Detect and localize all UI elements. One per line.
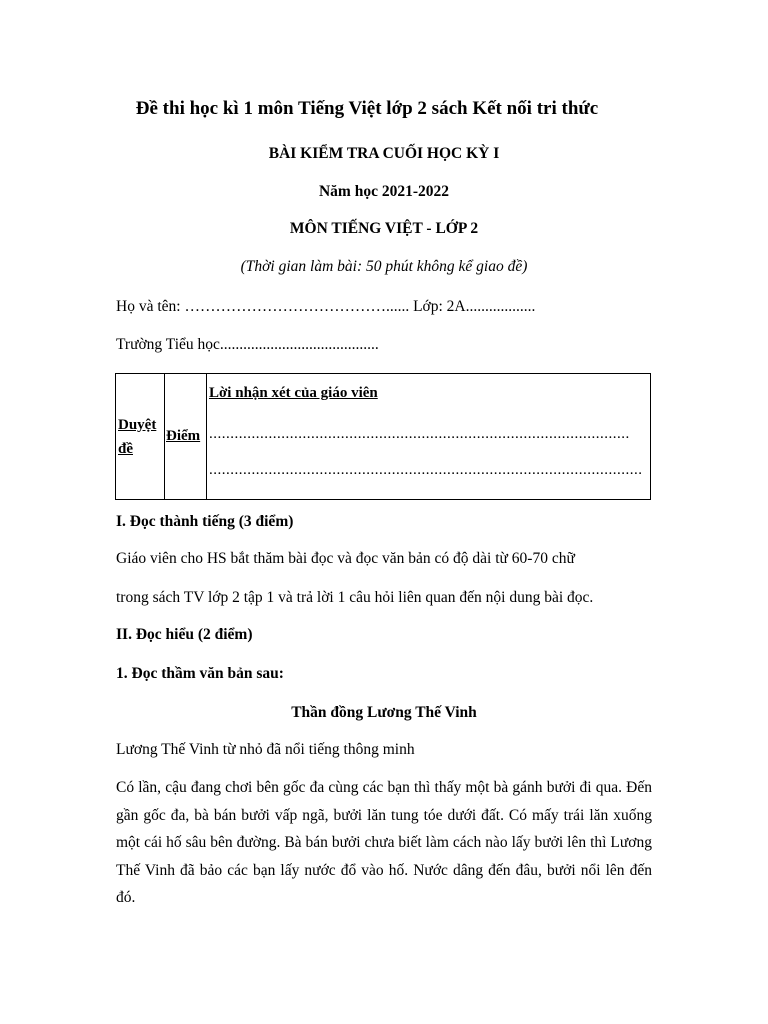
- teacher-comment-cell: [207, 374, 651, 500]
- story-paragraph: Có lần, cậu đang chơi bên gốc đa cùng các bạn thì thấy một bà gánh bưởi đi qua. Đến gần gốc đa, bà bán bưởi vấp ngã, bưởi lăn tung tóe dưới đất. Có mấy trái lăn xuống một cái hố sâu bên đường. Bà bán bưởi chưa biết làm cách nào lấy bưởi lên thì Lương Thế Vinh đã bảo các bạn lấy nước đổ vào hố. Nước dâng đến đâu, bưởi nổi lên đến đó.: [116, 779, 652, 906]
- score-label: Điểm: [166, 428, 201, 444]
- score-cell: [165, 374, 207, 500]
- school-year: Năm học 2021-2022: [318, 183, 450, 200]
- student-name-line: Họ và tên: …………………………………...... Lớp: 2A..................: [116, 298, 536, 315]
- comment-dots-1: ...................................................................................................: [209, 426, 630, 442]
- story-title: Thần đồng Lương Thế Vinh: [291, 704, 477, 721]
- section2-heading: II. Đọc hiểu (2 điểm): [116, 626, 253, 643]
- subject: MÔN TIẾNG VIỆT - LỚP 2: [289, 220, 479, 237]
- comment-dots-2: ......................................................................................................: [209, 462, 643, 478]
- story-intro: Lương Thế Vinh từ nhỏ đã nổi tiếng thông minh: [116, 741, 415, 758]
- review-label: Duyệt đề: [118, 416, 157, 457]
- test-name: BÀI KIỂM TRA CUỐI HỌC KỲ I: [268, 145, 500, 162]
- duration: (Thời gian làm bài: 50 phút không kể giao đề): [240, 258, 528, 275]
- document-title: Đề thi học kì 1 môn Tiếng Việt lớp 2 sách Kết nối tri thức: [135, 98, 599, 119]
- section2-subheading: 1. Đọc thầm văn bản sau:: [116, 665, 284, 682]
- section1-line1: Giáo viên cho HS bắt thăm bài đọc và đọc văn bản có độ dài từ 60-70 chữ: [116, 550, 575, 567]
- grade-table: [115, 373, 651, 500]
- teacher-comment-label: Lời nhận xét của giáo viên: [209, 385, 378, 401]
- school-line: Trường Tiểu học.........................................: [116, 336, 379, 353]
- section1-line2: trong sách TV lớp 2 tập 1 và trả lời 1 câu hỏi liên quan đến nội dung bài đọc.: [116, 589, 594, 606]
- review-cell: [116, 374, 165, 500]
- section1-heading: I. Đọc thành tiếng (3 điểm): [116, 513, 294, 530]
